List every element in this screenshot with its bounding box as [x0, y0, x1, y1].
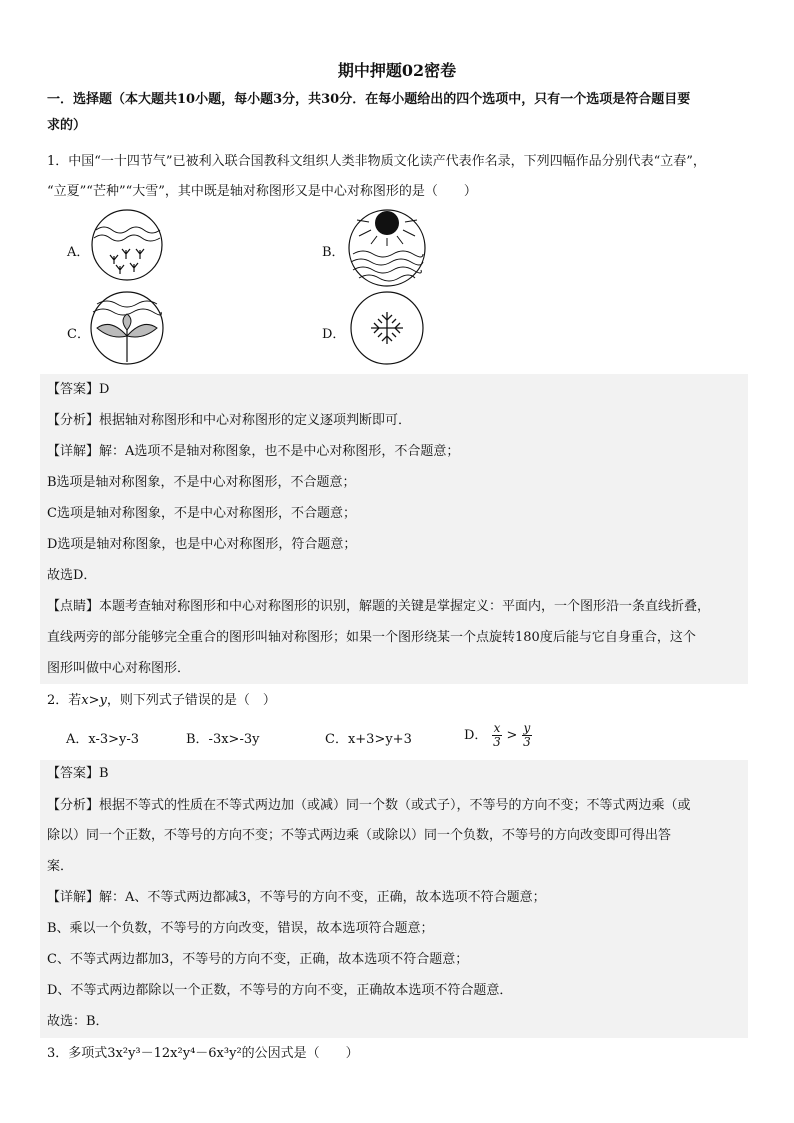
q2-detail-3: C、不等式两边都加3，不等号的方向不变，正确，故本选项不符合题意； [47, 952, 469, 967]
q3-stem: 3．多项式3x²y³－12x²y⁴－6x³y²的公因式是（ ） [47, 1046, 359, 1061]
q1-option-b-label: B． [322, 245, 345, 260]
q2-analysis-2: 除以）同一个正数，不等号的方向不变；不等式两边乘（或除以）同一个负数，不等号的方向改变即可得出答 [47, 828, 672, 843]
q2-option-b: B．-3x>-3y [186, 732, 260, 747]
fraction-right: $\frac{y}{3}$ [523, 721, 531, 749]
q1-comment-3: 图形叫做中心对称图形． [47, 661, 191, 676]
q2-option-d: D． $\frac{x}{3}$ > $\frac{y}{3}$ [464, 721, 531, 749]
q1-detail-3: C选项是轴对称图象，不是中心对称图形，不合题意； [47, 506, 356, 521]
section-header-cont: 求的） [47, 118, 87, 133]
q1-option-a-label: A． [67, 245, 90, 260]
page-title: 期中押题02密卷 [337, 61, 457, 80]
spring-figure-icon [90, 208, 164, 282]
q1-detail-2: B选项是轴对称图象，不是中心对称图形，不合题意； [47, 475, 356, 490]
q1-stem: 1．中国“一十四节气”已被利入联合国教科文组织人类非物质文化读产代表作名录，下列四幅作品分别代表“立春”， [47, 154, 706, 169]
summer-figure-icon [347, 208, 427, 288]
q2-detail-5: 故选：B． [47, 1014, 109, 1029]
q2-answer: 【答案】B [47, 766, 109, 781]
q1-detail-5: 故选D． [47, 568, 97, 583]
q2-detail-4: D、不等式两边都除以一个正数，不等号的方向不变，正确故本选项不符合题意． [47, 983, 513, 998]
q1-detail-4: D选项是轴对称图象，也是中心对称图形，符合题意； [47, 537, 357, 552]
q2-stem: 2．若x>y，则下列式子错误的是（ ） [47, 693, 276, 708]
q2-option-c: C．x+3>y+3 [325, 732, 412, 747]
q1-analysis: 【分析】根据轴对称图形和中心对称图形的定义逐项判断即可． [47, 413, 412, 428]
q1-stem-cont: “立夏”“芒种”“大雪”，其中既是轴对称图形又是中心对称图形的是（ ） [47, 184, 477, 199]
q2-detail-2: B、乘以一个负数，不等号的方向改变，错误，故本选项符合题意； [47, 921, 434, 936]
q2-condition: x>y [81, 693, 107, 708]
grain-in-ear-figure-icon [89, 290, 165, 366]
q1-answer: 【答案】D [47, 382, 110, 397]
section-header: 一．选择题（本大题共10小题，每小题3分，共30分．在每小题给出的四个选项中，只有一个选项是符合题目要 [47, 92, 691, 107]
q1-comment-2: 直线两旁的部分能够完全重合的图形叫轴对称图形；如果一个图形绕某一个点旋转180度后能与它自身重合，这个 [47, 630, 696, 645]
q2-option-a: A．x-3>y-3 [66, 732, 140, 747]
q2-analysis-1: 【分析】根据不等式的性质在不等式两边加（或减）同一个数（或式子），不等号的方向不变；不等式两边乘（或 [47, 798, 691, 813]
q2-analysis-3: 案． [47, 859, 74, 874]
q1-option-d-label: D． [322, 327, 346, 342]
q1-comment-1: 【点睛】本题考查轴对称图形和中心对称图形的识别，解题的关键是掌握定义：平面内，一个图形沿一条直线折叠， [47, 599, 711, 614]
fraction-left: $\frac{x}{3}$ [493, 721, 501, 749]
q1-option-c-label: C． [67, 327, 90, 342]
q2-detail-1: 【详解】解：A、不等式两边都减3，不等号的方向不变，正确，故本选项不符合题意； [47, 890, 546, 905]
q1-detail-1: 【详解】解：A选项不是轴对称图象，也不是中心对称图形，不合题意； [47, 444, 460, 459]
snowflake-figure-icon [349, 290, 425, 366]
